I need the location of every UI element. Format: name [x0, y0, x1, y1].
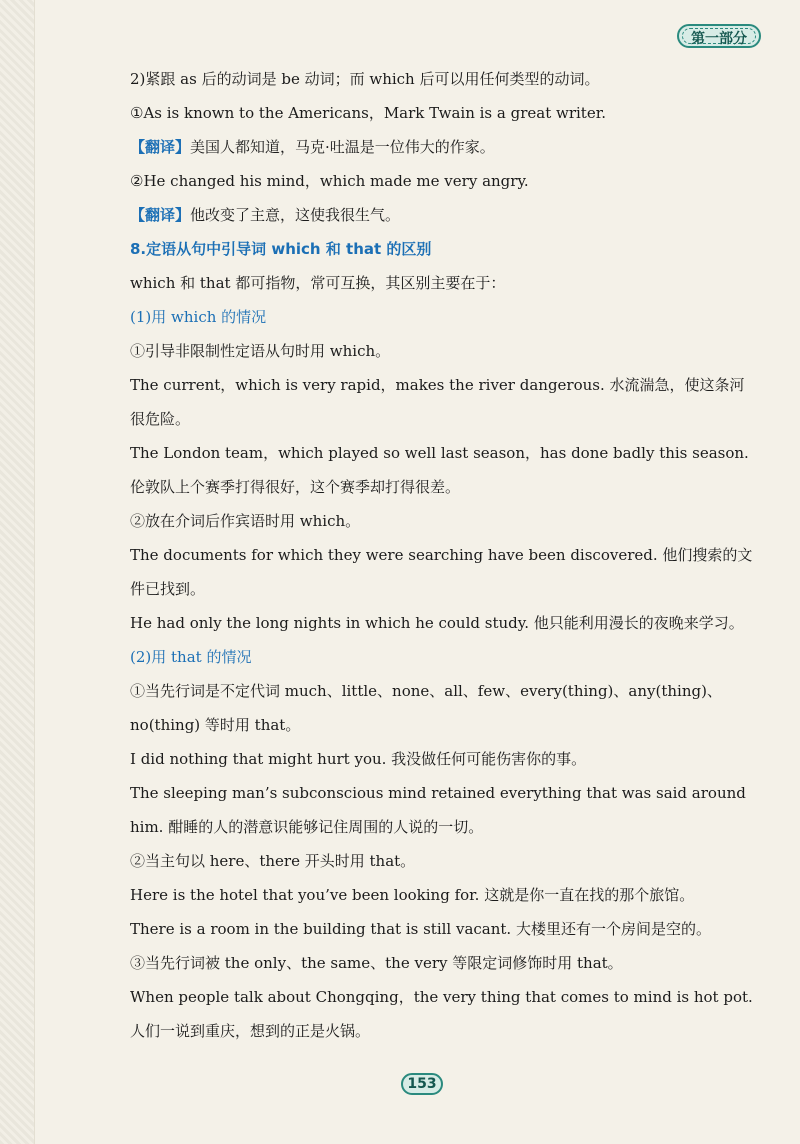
- rule-line: ①当先行词是不定代词 much、little、none、all、few、every(thing)、any(thing)、no(thing) 等时用 that。: [130, 682, 722, 734]
- text-line: which 和 that 都可指物，常可互换，其区别主要在于：: [130, 274, 506, 292]
- text-line: 2)紧跟 as 后的动词是 be 动词；而 which 后可以用任何类型的动词。: [130, 70, 600, 88]
- page-content: [130, 62, 755, 1048]
- section-heading: 8.定语从句中引导词 which 和 that 的区别: [130, 240, 432, 258]
- subsection-heading: (1)用 which 的情况: [130, 308, 267, 326]
- part-badge: [677, 24, 761, 48]
- example-sentence: ①As is known to the Americans，Mark Twain is a great writer.: [130, 104, 606, 122]
- example-sentence: I did nothing that might hurt you. 我没做任何可能伤害你的事。: [130, 750, 587, 768]
- example-sentence: The documents for which they were searching have been discovered. 他们搜索的文件已找到。: [130, 546, 753, 598]
- example-sentence: There is a room in the building that is still vacant. 大楼里还有一个房间是空的。: [130, 920, 711, 938]
- example-sentence: ②He changed his mind，which made me very angry.: [130, 172, 529, 190]
- translation-tag: 【翻译】: [130, 138, 191, 156]
- page-binding-edge: [0, 0, 35, 1144]
- translation-text: 美国人都知道，马克·吐温是一位伟大的作家。: [190, 138, 495, 156]
- example-sentence: He had only the long nights in which he could study. 他只能利用漫长的夜晚来学习。: [130, 614, 744, 632]
- example-sentence: The current，which is very rapid，makes the river dangerous. 水流湍急，使这条河很危险。: [130, 376, 745, 428]
- example-sentence: The sleeping man’s subconscious mind retained everything that was said around him. 酣睡的人的潜意识能够记住周围的人说的一切。: [130, 784, 746, 836]
- rule-line: ①引导非限制性定语从句时用 which。: [130, 342, 391, 360]
- rule-line: ③当先行词被 the only、the same、the very 等限定词修饰时用 that。: [130, 954, 623, 972]
- translation-line: [130, 198, 755, 232]
- page-number: 153: [401, 1073, 443, 1095]
- subsection-heading: (2)用 that 的情况: [130, 648, 252, 666]
- example-sentence: Here is the hotel that you’ve been looking for. 这就是你一直在找的那个旅馆。: [130, 886, 695, 904]
- rule-line: ②放在介词后作宾语时用 which。: [130, 512, 361, 530]
- example-sentence: The London team，which played so well last season，has done badly this season. 伦敦队上个赛季打得很好，这个赛季却打得很差。: [130, 444, 749, 496]
- example-sentence: When people talk about Chongqing，the very thing that comes to mind is hot pot. 人们一说到重庆，想到的正是火锅。: [130, 988, 753, 1040]
- part-label: 第一部分: [691, 31, 747, 47]
- translation-tag: 【翻译】: [130, 206, 191, 224]
- translation-line: [130, 130, 755, 164]
- translation-text: 他改变了主意，这使我很生气。: [190, 206, 401, 224]
- rule-line: ②当主句以 here、there 开头时用 that。: [130, 852, 416, 870]
